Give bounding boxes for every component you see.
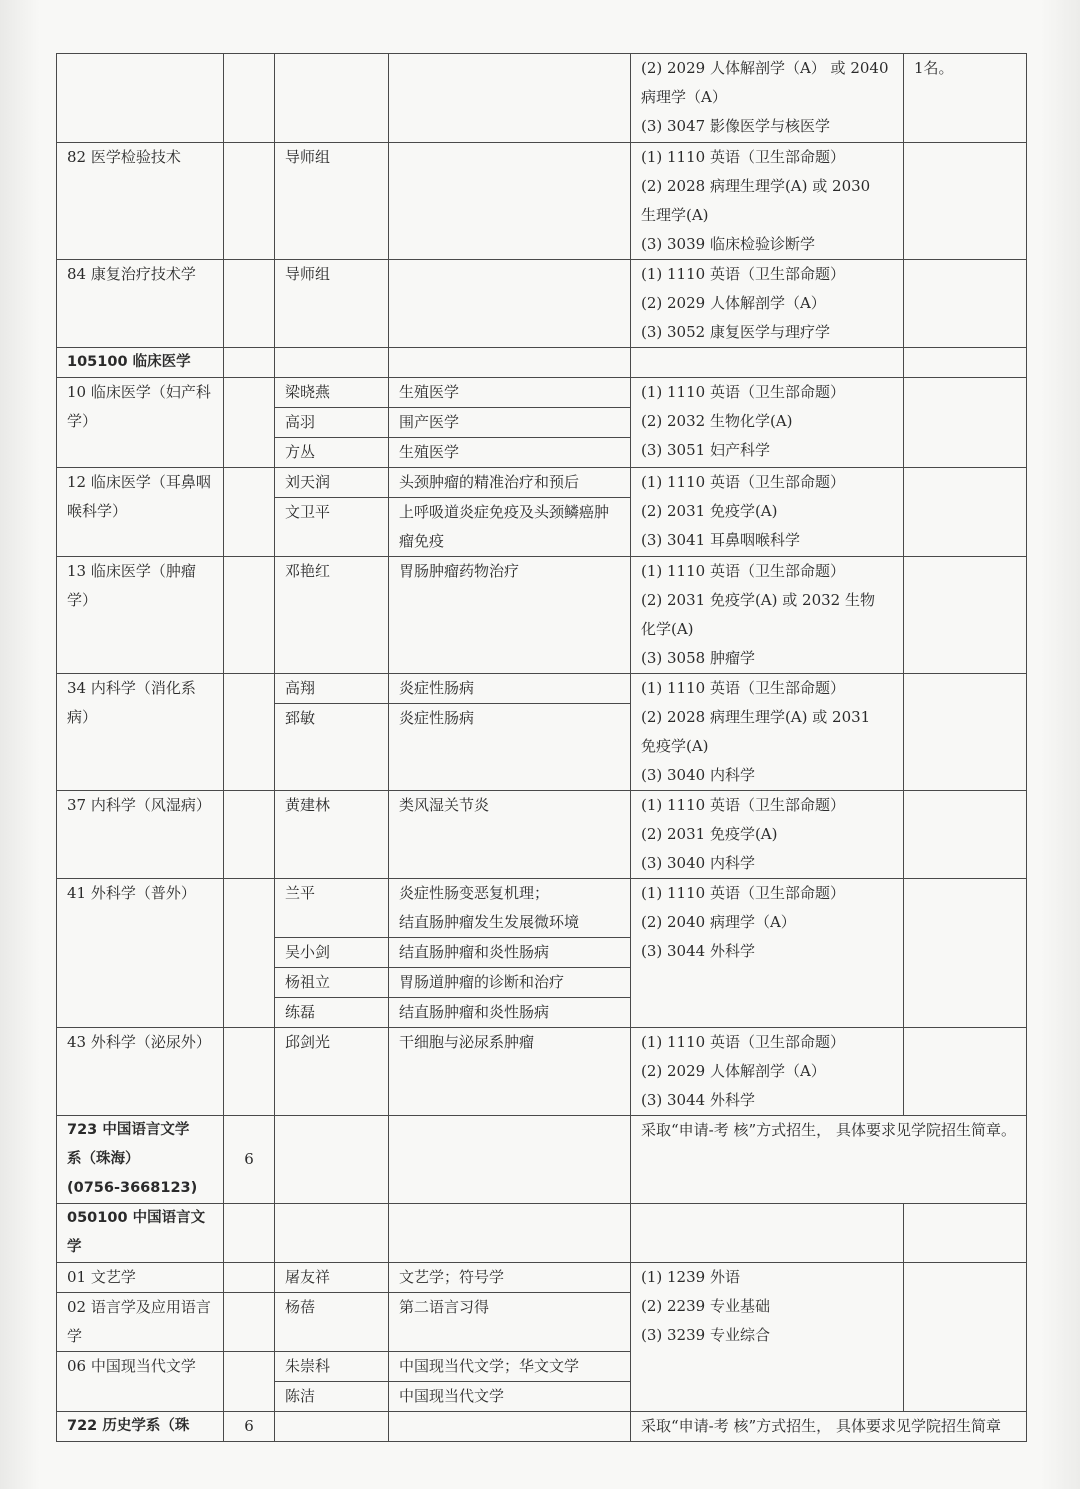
research-direction: 结直肠肿瘤和炎性肠病 <box>389 938 631 968</box>
tutor: 高羽 <box>275 408 389 438</box>
major-name: 12 临床医学（耳鼻咽喉科学） <box>57 468 224 557</box>
exam-subjects: (2) 2029 人体解剖学（A） 或 2040 病理学（A） (3) 3047 影像医学与核医学 <box>631 54 904 143</box>
research-direction: 上呼吸道炎症免疫及头颈鳞癌肿瘤免疫 <box>389 498 631 557</box>
admissions-table <box>56 53 1027 1442</box>
remark: 采取“申请-考 核”方式招生， 具体要求见学院招生简章。 <box>631 1116 1027 1204</box>
tutor: 郅敏 <box>275 704 389 791</box>
research-direction: 生殖医学 <box>389 378 631 408</box>
major-name: 02 语言学及应用语言学 <box>57 1293 224 1352</box>
research-direction: 类风湿关节炎 <box>389 791 631 879</box>
tutor: 导师组 <box>275 143 389 260</box>
exam-subjects: (1) 1110 英语（卫生部命题） (2) 2040 病理学（A） (3) 3044 外科学 <box>631 879 904 1028</box>
department-heading: 723 中国语言文学 系（珠海） (0756-3668123) <box>57 1116 224 1204</box>
table-row <box>57 1204 1027 1263</box>
tutor: 黄建林 <box>275 791 389 879</box>
table-row <box>57 1412 1027 1442</box>
research-direction: 炎症性肠变恶复机理； 结直肠肿瘤发生发展微环境 <box>389 879 631 938</box>
enrollment-count: 6 <box>224 1412 275 1442</box>
research-direction: 干细胞与泌尿系肿瘤 <box>389 1028 631 1116</box>
exam-subjects: (1) 1110 英语（卫生部命题） (2) 2029 人体解剖学（A） (3) 3052 康复医学与理疗学 <box>631 260 904 348</box>
research-direction: 第二语言习得 <box>389 1293 631 1352</box>
tutor: 吴小剑 <box>275 938 389 968</box>
exam-subjects: (1) 1110 英语（卫生部命题） (2) 2031 免疫学(A) (3) 3041 耳鼻咽喉科学 <box>631 468 904 557</box>
table-row <box>57 378 1027 408</box>
research-direction: 炎症性肠病 <box>389 674 631 704</box>
tutor: 邓艳红 <box>275 557 389 674</box>
table-row <box>57 1028 1027 1116</box>
enrollment-count: 6 <box>224 1116 275 1204</box>
research-direction: 文艺学；符号学 <box>389 1263 631 1293</box>
remark: 采取“申请-考 核”方式招生， 具体要求见学院招生简章 <box>631 1412 1027 1442</box>
table-row <box>57 791 1027 879</box>
major-name: 10 临床医学（妇产科学） <box>57 378 224 468</box>
tutor: 刘天润 <box>275 468 389 498</box>
tutor: 方丛 <box>275 438 389 468</box>
tutor: 朱崇科 <box>275 1352 389 1382</box>
major-name: 01 文艺学 <box>57 1263 224 1293</box>
major-name: 37 内科学（风湿病） <box>57 791 224 879</box>
tutor: 陈洁 <box>275 1382 389 1412</box>
table-row <box>57 260 1027 348</box>
tutor: 梁晓燕 <box>275 378 389 408</box>
tutor: 屠友祥 <box>275 1263 389 1293</box>
tutor: 高翔 <box>275 674 389 704</box>
table-row <box>57 143 1027 260</box>
table-row <box>57 1116 1027 1204</box>
research-direction: 胃肠肿瘤药物治疗 <box>389 557 631 674</box>
major-name: 41 外科学（普外） <box>57 879 224 1028</box>
major-heading: 105100 临床医学 <box>57 348 224 378</box>
table-row <box>57 1263 1027 1293</box>
research-direction: 生殖医学 <box>389 438 631 468</box>
research-direction: 炎症性肠病 <box>389 704 631 791</box>
major-name: 84 康复治疗技术学 <box>57 260 224 348</box>
major-heading: 050100 中国语言文 学 <box>57 1204 224 1263</box>
exam-subjects: (1) 1110 英语（卫生部命题） (2) 2028 病理生理学(A) 或 2030 生理学(A) (3) 3039 临床检验诊断学 <box>631 143 904 260</box>
tutor: 导师组 <box>275 260 389 348</box>
major-name: 43 外科学（泌尿外） <box>57 1028 224 1116</box>
major-name: 06 中国现当代文学 <box>57 1352 224 1412</box>
exam-subjects: (1) 1110 英语（卫生部命题） (2) 2032 生物化学(A) (3) 3051 妇产科学 <box>631 378 904 468</box>
table-row <box>57 674 1027 704</box>
exam-subjects: (1) 1110 英语（卫生部命题） (2) 2031 免疫学(A) 或 2032 生物 化学(A) (3) 3058 肿瘤学 <box>631 557 904 674</box>
tutor: 杨蓓 <box>275 1293 389 1352</box>
major-name: 13 临床医学（肿瘤学） <box>57 557 224 674</box>
exam-subjects: (1) 1110 英语（卫生部命题） (2) 2031 免疫学(A) (3) 3040 内科学 <box>631 791 904 879</box>
exam-subjects: (1) 1110 英语（卫生部命题） (2) 2029 人体解剖学（A） (3) 3044 外科学 <box>631 1028 904 1116</box>
exam-subjects: (1) 1239 外语 (2) 2239 专业基础 (3) 3239 专业综合 <box>631 1263 904 1412</box>
table-row <box>57 348 1027 378</box>
research-direction: 中国现当代文学 <box>389 1382 631 1412</box>
table-row <box>57 54 1027 143</box>
tutor: 文卫平 <box>275 498 389 557</box>
remark: 1名。 <box>904 54 1027 143</box>
tutor: 练磊 <box>275 998 389 1028</box>
tutor: 邱剑光 <box>275 1028 389 1116</box>
exam-subjects: (1) 1110 英语（卫生部命题） (2) 2028 病理生理学(A) 或 2031 免疫学(A) (3) 3040 内科学 <box>631 674 904 791</box>
research-direction: 中国现当代文学；华文文学 <box>389 1352 631 1382</box>
table-row <box>57 557 1027 674</box>
department-heading: 722 历史学系（珠 <box>57 1412 224 1442</box>
table-row <box>57 879 1027 938</box>
research-direction: 头颈肿瘤的精准治疗和预后 <box>389 468 631 498</box>
research-direction: 结直肠肿瘤和炎性肠病 <box>389 998 631 1028</box>
major-name: 82 医学检验技术 <box>57 143 224 260</box>
major-name: 34 内科学（消化系病） <box>57 674 224 791</box>
research-direction: 围产医学 <box>389 408 631 438</box>
tutor: 兰平 <box>275 879 389 938</box>
research-direction: 胃肠道肿瘤的诊断和治疗 <box>389 968 631 998</box>
tutor: 杨祖立 <box>275 968 389 998</box>
table-row <box>57 468 1027 498</box>
